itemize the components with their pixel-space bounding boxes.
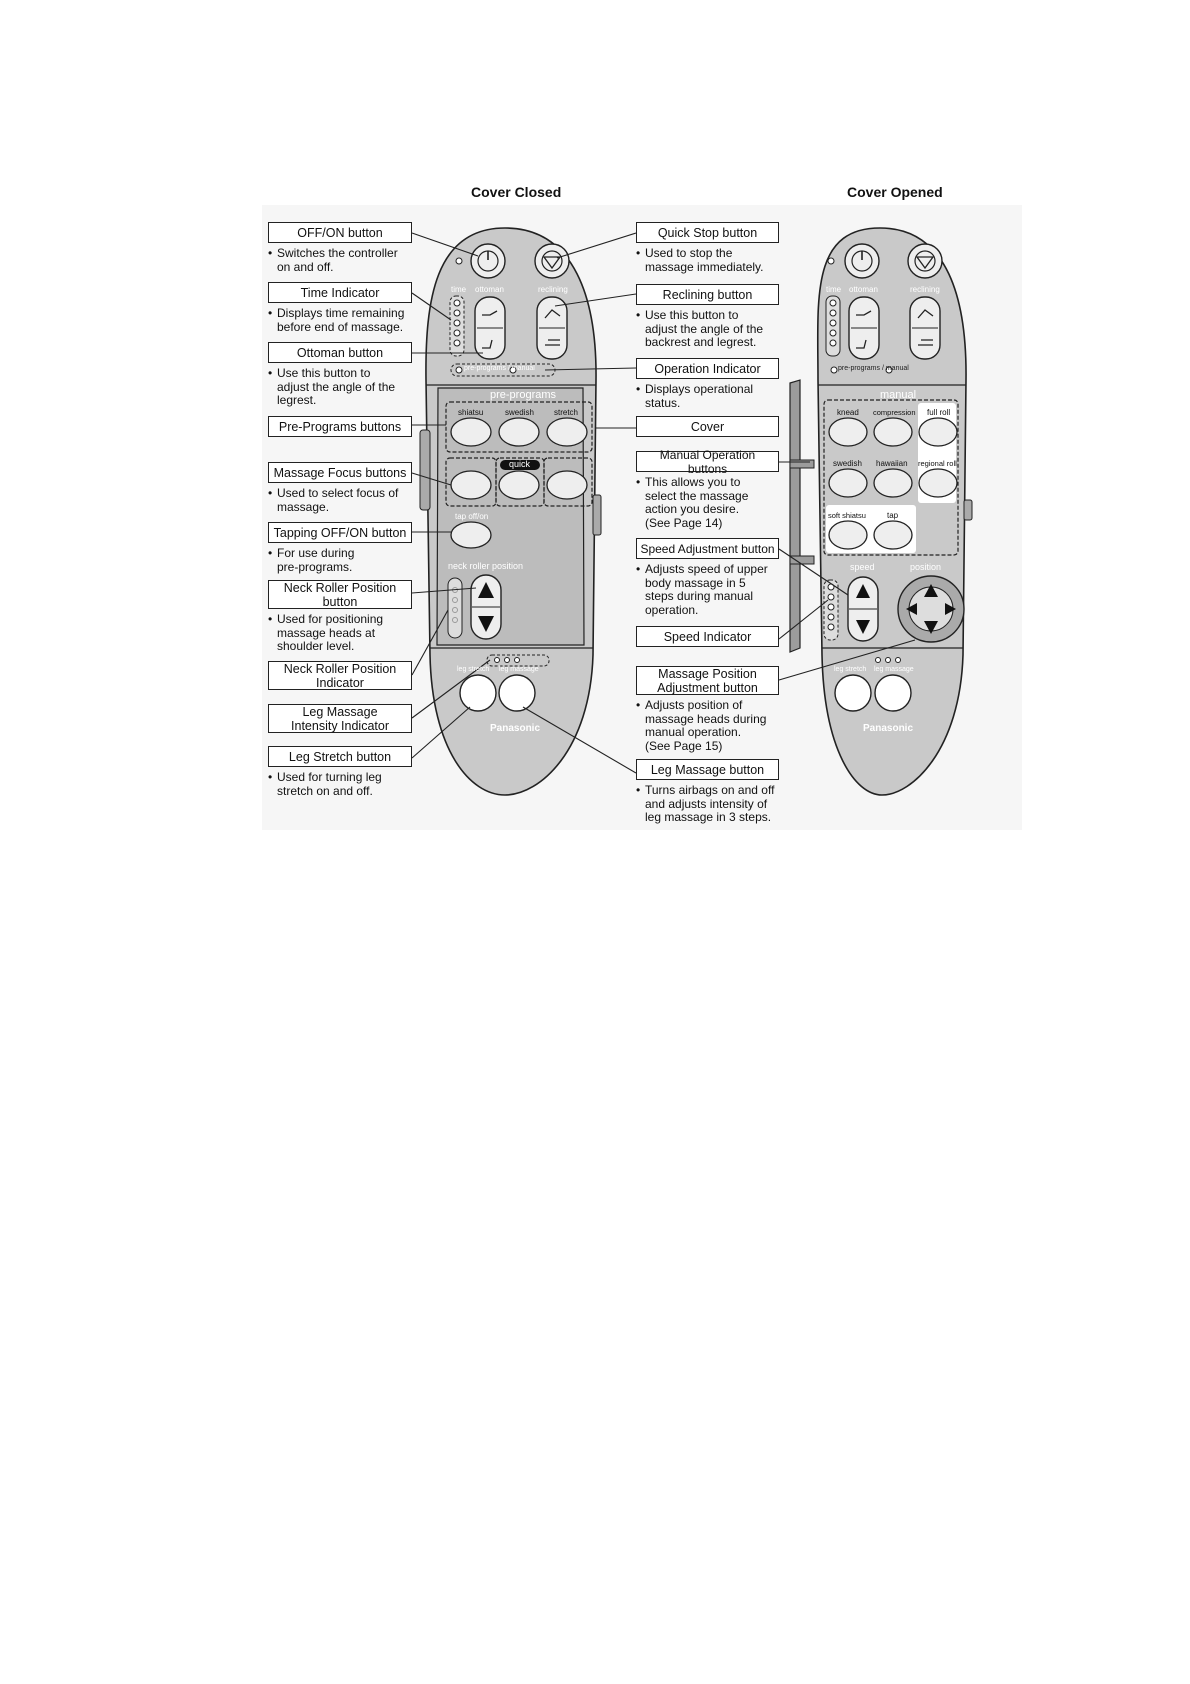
opened-compression-label: compression [873,408,916,417]
callout-speed-adjustment-button: Speed Adjustment button [636,538,779,559]
opened-regional-roll-label: regional roll [918,459,957,468]
callout-leg-massage-button: Leg Massage button [636,759,779,780]
bullet-icon: • [268,246,273,260]
desc-ottoman-button: • Use this button to adjust the angle of the legrest. [268,366,396,407]
focus-button-2 [499,471,539,499]
closed-status-label: pre-programs / manual [464,365,535,372]
heading-cover-closed: Cover Closed [471,184,562,200]
callout-ottoman-button: Ottoman button [268,342,412,363]
closed-tap-label: tap off/on [455,512,489,521]
closed-quick-label: quick [509,459,531,469]
closed-leg-massage-label: leg massage [499,666,539,673]
callout-off-on-button: OFF/ON button [268,222,412,243]
bullet-icon: • [268,486,273,500]
closed-brand-logo: Panasonic [490,723,541,734]
closed-swedish-label: swedish [505,408,534,417]
opened-time-label: time [826,285,842,294]
callout-pre-programs-buttons: Pre-Programs buttons [268,416,412,437]
opened-leg-stretch-label: leg stretch [834,666,867,673]
closed-reclining-label: reclining [538,285,568,294]
desc-quick-stop-button: • Used to stop the massage immediately. [636,246,764,274]
opened-reclining-label: reclining [910,285,940,294]
desc-neck-roller-button: • Used for positioning massage heads at shoulder level. [268,612,384,653]
shiatsu-button [451,418,491,446]
callout-manual-operation-buttons: Manual Operation buttons [636,451,779,472]
desc-leg-massage-button: • Turns airbags on and off and adjusts intensity of leg massage in 3 steps. [636,783,775,824]
desc-leg-stretch-button: • Used for turning leg stretch on and off. [268,770,382,798]
tap-button [451,522,491,548]
opened-brand-logo: Panasonic [863,723,914,734]
leg-massage-button [499,675,535,711]
bullet-icon: • [268,366,273,380]
closed-time-label: time [451,285,467,294]
opened-knead-label: knead [837,408,859,417]
bullet-icon: • [268,306,273,320]
bullet-icon: • [636,382,641,396]
opened-position-label: position [910,562,942,572]
opened-status-label: pre-programs / manual [838,365,909,372]
opened-manual-title: manual [880,389,917,401]
desc-time-indicator: • Displays time remaining before end of massage. [268,306,405,334]
heading-cover-opened: Cover Opened [847,184,943,200]
desc-off-on-button: • Switches the controller on and off. [268,246,398,274]
opened-ottoman-label: ottoman [849,285,878,294]
callout-time-indicator: Time Indicator [268,282,412,303]
desc-operation-indicator: • Displays operational status. [636,382,754,410]
off-on-button [471,244,505,278]
bullet-icon: • [268,770,273,784]
desc-massage-focus-buttons: • Used to select focus of massage. [268,486,399,514]
bullet-icon: • [636,475,641,489]
bullet-icon: • [636,562,641,576]
opened-tap-label: tap [887,511,899,520]
opened-full-roll-label: full roll [927,408,951,417]
callout-leg-stretch-button: Leg Stretch button [268,746,412,767]
desc-position-adjustment-button: • Adjusts position of massage heads during manual operation. (See Page 15) [636,698,767,753]
desc-speed-adjustment-button: • Adjusts speed of upper body massage in 5 steps during manual operation. [636,562,768,617]
callout-position-adjustment-button: Massage Position Adjustment button [636,666,779,695]
opened-hawaiian-label: hawaiian [876,459,908,468]
focus-button-3 [547,471,587,499]
opened-soft-shiatsu-label: soft shiatsu [828,511,866,520]
desc-reclining-button: • Use this button to adjust the angle of the backrest and legrest. [636,308,764,349]
closed-stretch-label: stretch [554,408,579,417]
bullet-icon: • [636,246,641,260]
callout-speed-indicator: Speed Indicator [636,626,779,647]
remote-closed [420,228,601,795]
bullet-icon: • [268,612,273,626]
desc-tapping-button: • For use during pre-programs. [268,546,355,574]
callout-massage-focus-buttons: Massage Focus buttons [268,462,412,483]
bullet-icon: • [636,783,641,797]
callout-neck-roller-indicator: Neck Roller Position Indicator [268,661,412,690]
bullet-icon: • [268,546,273,560]
focus-button-1 [451,471,491,499]
desc-manual-operation-buttons: • This allows you to select the massage action you desire. (See Page 14) [636,475,749,530]
callout-quick-stop-button: Quick Stop button [636,222,779,243]
closed-shiatsu-label: shiatsu [458,408,484,417]
callout-cover: Cover [636,416,779,437]
callout-reclining-button: Reclining button [636,284,779,305]
opened-speed-label: speed [850,562,875,572]
callout-tapping-button: Tapping OFF/ON button [268,522,412,543]
opened-swedish-label: swedish [833,459,862,468]
leg-stretch-button [460,675,496,711]
swedish-button [499,418,539,446]
stretch-button [547,418,587,446]
quick-stop-button [535,244,569,278]
closed-neck-label: neck roller position [448,561,524,571]
callout-operation-indicator: Operation Indicator [636,358,779,379]
closed-preprograms-title: pre-programs [490,389,557,401]
closed-ottoman-label: ottoman [475,285,504,294]
opened-leg-massage-label: leg massage [874,666,914,673]
bullet-icon: • [636,308,641,322]
closed-leg-stretch-label: leg stretch [457,666,490,673]
bullet-icon: • [636,698,641,712]
callout-leg-intensity-indicator: Leg Massage Intensity Indicator [268,704,412,733]
callout-neck-roller-button: Neck Roller Position button [268,580,412,609]
